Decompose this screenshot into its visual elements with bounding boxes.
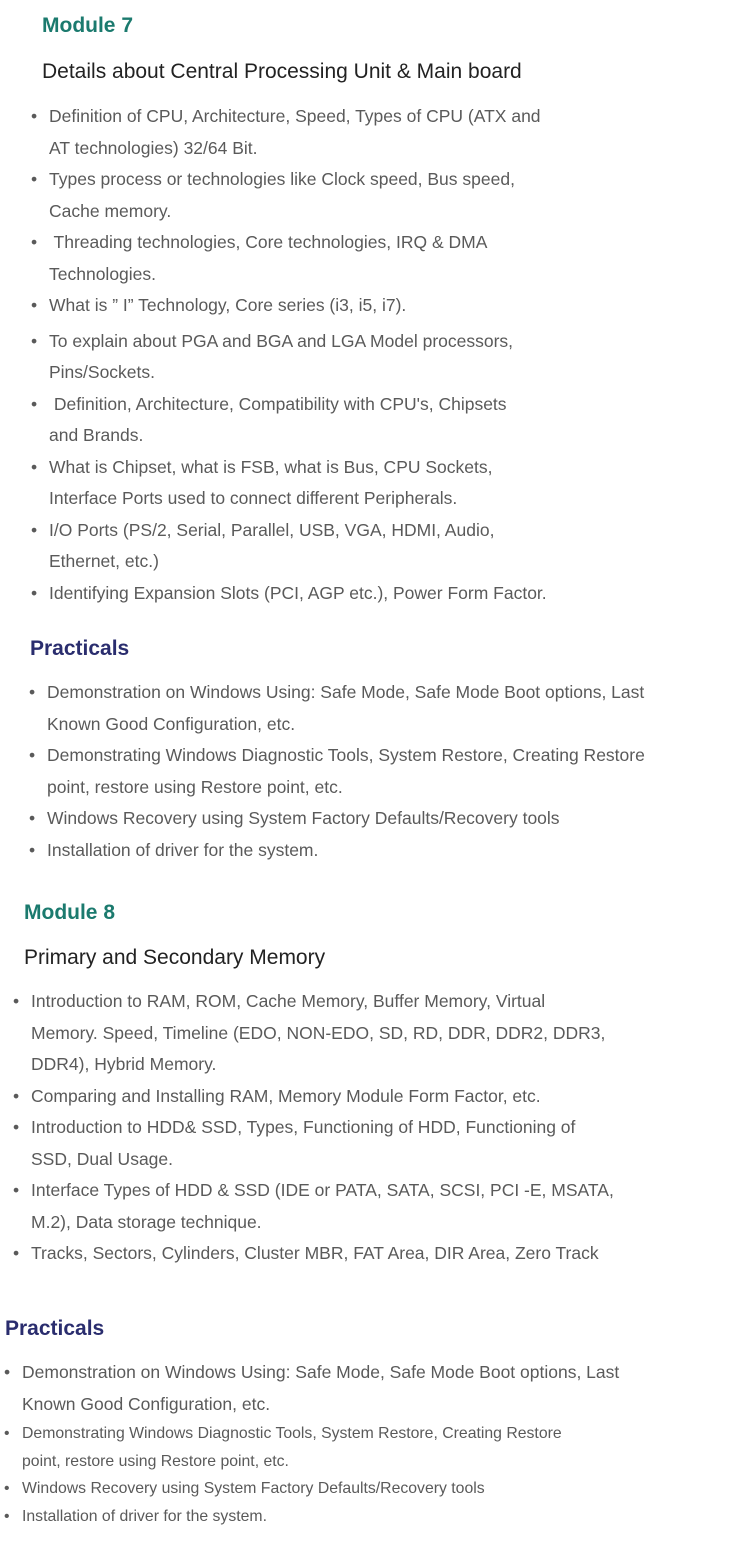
practicals-1-list <box>47 677 747 866</box>
list-item-line: • To explain about PGA and BGA and LGA Model processors, <box>49 330 514 351</box>
list-item-line: M.2), Data storage technique. <box>31 1211 262 1232</box>
list-item <box>49 452 729 515</box>
list-item-line: • Types process or technologies like Clock speed, Bus speed, <box>49 169 515 189</box>
module-8-title: Module 8 <box>24 901 116 924</box>
list-item <box>47 740 747 803</box>
list-item <box>31 1238 731 1270</box>
list-item-line: • Demonstration on Windows Using: Safe Mode, Safe Mode Boot options, Last <box>22 1362 620 1382</box>
list-item-line: • Threading technologies, Core technologies, IRQ & DMA <box>49 232 488 252</box>
list-item-line: • I/O Ports (PS/2, Serial, Parallel, USB, VGA, HDMI, Audio, <box>49 519 495 540</box>
list-item <box>49 227 729 290</box>
list-item-line: • Demonstrating Windows Diagnostic Tools, System Restore, Creating Restore <box>22 1425 562 1442</box>
list-item-line: • Definition of CPU, Architecture, Speed, Types of CPU (ATX and <box>49 106 541 126</box>
list-item <box>47 835 747 867</box>
module-8-subtitle: Primary and Secondary Memory <box>24 946 326 969</box>
list-item <box>49 164 729 227</box>
list-item-line: • Windows Recovery using System Factory Defaults/Recovery tools <box>47 808 560 828</box>
list-item-line: • Demonstration on Windows Using: Safe Mode, Safe Mode Boot options, Last <box>47 682 645 702</box>
list-item-line: point, restore using Restore point, etc. <box>22 1452 289 1470</box>
list-item-line: • What is ” I” Technology, Core series (i3, i5, i7). <box>49 295 407 315</box>
list-item-line: • Windows Recovery using System Factory Defaults/Recovery tools <box>22 1480 485 1497</box>
list-item <box>22 1357 742 1420</box>
list-item-line: • Installation of driver for the system. <box>22 1507 267 1525</box>
list-item <box>49 515 729 578</box>
list-item-line: and Brands. <box>49 425 144 445</box>
list-item-line: • What is Chipset, what is FSB, what is Bus, CPU Sockets, <box>49 456 493 477</box>
list-item-line: Known Good Configuration, etc. <box>47 713 296 734</box>
module-7-list <box>49 101 729 609</box>
list-item <box>22 1503 742 1531</box>
list-item-line: SSD, Dual Usage. <box>31 1148 174 1169</box>
list-item-line: • Introduction to HDD& SSD, Types, Functioning of HDD, Functioning of <box>31 1117 576 1137</box>
list-item <box>31 1175 731 1238</box>
list-item-line: Technologies. <box>49 263 157 284</box>
list-item <box>49 389 729 452</box>
list-item-line: • Demonstrating Windows Diagnostic Tools, System Restore, Creating Restore <box>47 745 645 765</box>
list-item-line: Interface Ports used to connect different Peripherals. <box>49 488 458 508</box>
list-item <box>22 1475 742 1503</box>
list-item-line: Cache memory. <box>49 200 172 221</box>
list-item-line: Ethernet, etc.) <box>49 551 159 571</box>
list-item-line: • Definition, Architecture, Compatibility with CPU's, Chipsets <box>49 393 507 414</box>
list-item-line: • Installation of driver for the system. <box>47 839 319 860</box>
list-item <box>22 1420 742 1475</box>
list-item-line: DDR4), Hybrid Memory. <box>31 1054 217 1074</box>
module-7-subtitle: Details about Central Processing Unit & Main board <box>42 60 522 83</box>
list-item-line: • Identifying Expansion Slots (PCI, AGP etc.), Power Form Factor. <box>49 582 547 603</box>
list-item <box>49 101 729 164</box>
list-item <box>47 803 747 835</box>
practicals-1-title: Practicals <box>30 637 130 660</box>
list-item-line: Memory. Speed, Timeline (EDO, NON-EDO, SD, RD, DDR, DDR2, DDR3, <box>31 1022 606 1043</box>
list-item <box>31 1081 731 1113</box>
list-item <box>47 677 747 740</box>
list-item-line: • Tracks, Sectors, Cylinders, Cluster MBR, FAT Area, DIR Area, Zero Track <box>31 1243 599 1263</box>
list-item-line: point, restore using Restore point, etc. <box>47 776 343 797</box>
list-item <box>49 578 729 610</box>
practicals-2-title: Practicals <box>5 1317 105 1340</box>
list-item <box>49 290 729 322</box>
list-item <box>49 326 729 389</box>
list-item-line: • Interface Types of HDD & SSD (IDE or PATA, SATA, SCSI, PCI -E, MSATA, <box>31 1180 614 1200</box>
list-item-line: • Introduction to RAM, ROM, Cache Memory, Buffer Memory, Virtual <box>31 991 546 1011</box>
list-item-line: • Comparing and Installing RAM, Memory Module Form Factor, etc. <box>31 1085 541 1106</box>
module-7-title: Module 7 <box>42 14 134 37</box>
list-item <box>31 1112 731 1175</box>
list-item-line: Known Good Configuration, etc. <box>22 1393 271 1414</box>
module-8-list <box>31 986 731 1270</box>
list-item-line: AT technologies) 32/64 Bit. <box>49 137 258 158</box>
practicals-2-list <box>22 1357 742 1530</box>
list-item-line: Pins/Sockets. <box>49 362 156 382</box>
list-item <box>31 986 731 1081</box>
